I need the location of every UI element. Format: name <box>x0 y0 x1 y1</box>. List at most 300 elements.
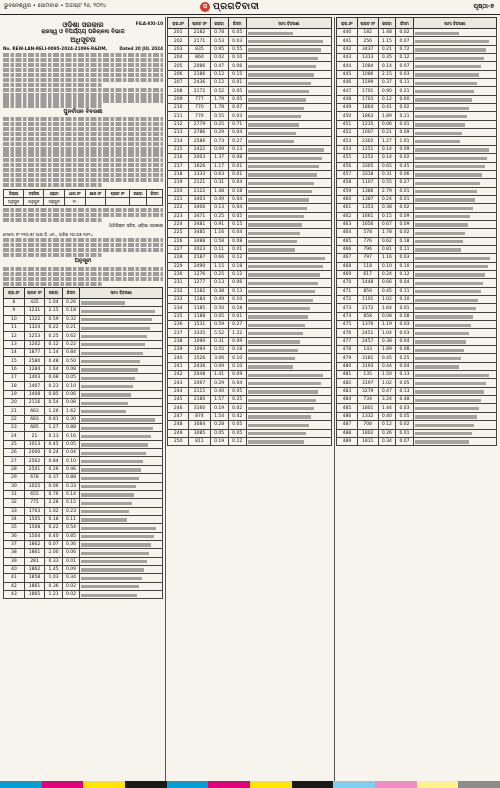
table-cell: 213 <box>168 129 189 137</box>
table-cell: 1084 <box>357 62 378 70</box>
table-cell: 1253 <box>24 332 45 340</box>
table-cell: 1626 <box>189 162 210 170</box>
table-cell: 3197 <box>357 379 378 387</box>
table-cell: 0.04 <box>228 195 246 203</box>
table-cell: 0.45 <box>396 162 414 170</box>
table-cell: 225 <box>168 229 189 237</box>
table-cell: 488 <box>337 429 358 437</box>
table-cell: 2.79 <box>378 187 396 195</box>
table-cell: 468 <box>337 262 358 270</box>
schedule-header-cell: ସୀମା ବିବରଣୀ <box>80 287 163 298</box>
table-cell: 456 <box>337 162 358 170</box>
table-row <box>4 449 163 457</box>
table-row <box>4 323 163 331</box>
table-cell: 452 <box>337 129 358 137</box>
table-cell: 0.14 <box>62 490 79 498</box>
table-cell: 0.02 <box>210 54 228 62</box>
table-row <box>337 95 497 103</box>
table-cell: 0.06 <box>396 170 414 178</box>
table-cell: 0.05 <box>228 95 246 103</box>
table-row <box>337 296 497 304</box>
table-cell: 27 <box>4 457 25 465</box>
table-cell: 17 <box>4 374 25 382</box>
table-row <box>4 499 163 507</box>
table-cell: 3471 <box>189 212 210 220</box>
table-cell: 0.13 <box>228 145 246 153</box>
table-cell: 0.81 <box>378 245 396 253</box>
table-row <box>4 415 163 423</box>
boundary-description-cell <box>413 387 496 395</box>
table-cell: 797 <box>357 254 378 262</box>
table-cell: 0.09 <box>396 212 414 220</box>
table-cell: 34 <box>4 515 25 523</box>
table-cell: 0.31 <box>210 179 228 187</box>
table-row <box>168 137 332 145</box>
boundary-description-cell <box>80 482 163 490</box>
table-cell: 0.12 <box>228 437 246 445</box>
boundary-description-cell <box>80 315 163 323</box>
boundary-description-cell <box>80 465 163 473</box>
schedule-header-cell: ସୀମା ବିବରଣୀ <box>413 18 496 29</box>
table-cell: 450 <box>337 112 358 120</box>
table-row <box>4 332 163 340</box>
table-cell: 1.26 <box>45 407 62 415</box>
table-cell: 1448 <box>357 279 378 287</box>
table-cell: 234 <box>168 304 189 312</box>
table-cell: 0.01 <box>228 162 246 170</box>
table-cell: 3279 <box>357 387 378 395</box>
table-cell: 1.78 <box>210 104 228 112</box>
table-cell: 1661 <box>357 212 378 220</box>
table-cell: 0.12 <box>378 421 396 429</box>
table-cell: 0.10 <box>228 54 246 62</box>
table-cell: 2116 <box>24 399 45 407</box>
table-cell: 0.12 <box>45 340 62 348</box>
table-cell: 0.21 <box>378 45 396 53</box>
table-row <box>337 329 497 337</box>
table-cell: 2048 <box>189 371 210 379</box>
table-cell: 0.84 <box>62 349 79 357</box>
table-row <box>168 145 332 153</box>
table-cell: 1.01 <box>396 137 414 145</box>
table-cell: 0.15 <box>62 499 79 507</box>
boundary-description-cell <box>413 254 496 262</box>
table-cell: 0.55 <box>228 45 246 53</box>
table-cell: 770 <box>189 104 210 112</box>
table-row <box>168 279 332 287</box>
table-cell: 232 <box>168 287 189 295</box>
table-cell: 0.02 <box>396 204 414 212</box>
table-cell: 1252 <box>357 154 378 162</box>
table-cell: 2023 <box>189 245 210 253</box>
table-cell: 0.40 <box>210 387 228 395</box>
table-cell: 214 <box>168 137 189 145</box>
boundary-description-cell <box>246 87 331 95</box>
table-row <box>337 371 497 379</box>
table-cell: 239 <box>168 346 189 354</box>
table-cell: 0.59 <box>210 321 228 329</box>
table-row <box>168 29 332 37</box>
schedule-header-cell: ପ୍ଲଟ ନଂ <box>24 287 45 298</box>
table-cell: 1322 <box>24 315 45 323</box>
table-row <box>337 45 497 53</box>
notice-table-cell: ଅନୁଗୁଳ <box>4 198 24 206</box>
table-cell: 776 <box>357 237 378 245</box>
table-row <box>4 340 163 348</box>
table-cell: 10 <box>4 315 25 323</box>
table-cell: 218 <box>168 170 189 178</box>
table-cell: 240 <box>168 354 189 362</box>
table-cell: 216 <box>168 154 189 162</box>
table-cell: 0.36 <box>62 540 79 548</box>
table-cell: 0.66 <box>378 279 396 287</box>
boundary-description-cell <box>246 162 331 170</box>
table-row <box>4 440 163 448</box>
table-cell: 0.11 <box>396 112 414 120</box>
table-cell: 1.89 <box>378 346 396 354</box>
table-row <box>337 362 497 370</box>
boundary-description-cell <box>413 170 496 178</box>
table-cell: 0.05 <box>62 440 79 448</box>
table-cell: 223 <box>168 212 189 220</box>
table-cell: 0.07 <box>396 62 414 70</box>
table-cell: 1861 <box>24 549 45 557</box>
table-cell: 0.18 <box>62 307 79 315</box>
table-cell: 241 <box>168 362 189 370</box>
table-cell: 0.22 <box>45 524 62 532</box>
boundary-description-cell <box>246 29 331 37</box>
boundary-description-cell <box>413 120 496 128</box>
table-row <box>337 79 497 87</box>
table-cell: 0.53 <box>210 37 228 45</box>
table-cell: 217 <box>168 162 189 170</box>
table-row <box>168 337 332 345</box>
table-cell: 796 <box>357 245 378 253</box>
table-cell: 466 <box>337 245 358 253</box>
table-cell: 2121 <box>189 179 210 187</box>
table-cell: 0.50 <box>62 357 79 365</box>
table-cell: 0.03 <box>228 112 246 120</box>
table-cell: 208 <box>168 87 189 95</box>
table-cell: 1.14 <box>45 349 62 357</box>
table-cell: 0.72 <box>396 45 414 53</box>
table-cell: 0.26 <box>45 465 62 473</box>
boundary-description-cell <box>246 129 331 137</box>
table-cell: 1.17 <box>210 162 228 170</box>
table-row <box>4 407 163 415</box>
table-cell: 0.01 <box>396 187 414 195</box>
table-cell: 0.29 <box>210 379 228 387</box>
table-cell: 462 <box>337 212 358 220</box>
table-cell: 0.25 <box>210 270 228 278</box>
table-cell: 0.78 <box>210 29 228 37</box>
table-cell: 1.48 <box>210 187 228 195</box>
table-row <box>337 312 497 320</box>
table-cell: 0.18 <box>228 346 246 354</box>
table-cell: 20 <box>4 399 25 407</box>
boundary-description-cell <box>413 195 496 203</box>
table-cell: 247 <box>168 412 189 420</box>
notice-table-header: ଥାନା ନଂ <box>64 190 85 198</box>
table-row <box>168 87 332 95</box>
table-row <box>168 296 332 304</box>
masthead <box>0 0 500 15</box>
table-row <box>4 432 163 440</box>
boundary-description-cell <box>246 379 331 387</box>
table-cell: 3085 <box>189 429 210 437</box>
table-cell: 3193 <box>357 362 378 370</box>
boundary-description-cell <box>246 70 331 78</box>
table-cell: 0.04 <box>62 449 79 457</box>
table-cell: 0.60 <box>396 95 414 103</box>
table-row <box>4 374 163 382</box>
table-row <box>337 396 497 404</box>
table-row <box>168 329 332 337</box>
table-cell: 489 <box>337 437 358 445</box>
boundary-description-cell <box>246 404 331 412</box>
table-cell: 2586 <box>189 137 210 145</box>
table-cell: 478 <box>337 346 358 354</box>
boundary-description-cell <box>413 54 496 62</box>
table-cell: 237 <box>168 329 189 337</box>
table-cell: 1.27 <box>45 424 62 432</box>
table-cell: 1086 <box>357 70 378 78</box>
boundary-description-cell <box>413 229 496 237</box>
table-cell: 0.12 <box>228 270 246 278</box>
table-cell: 1.15 <box>210 262 228 270</box>
table-cell: 207 <box>168 79 189 87</box>
notice-ref-code: FILA-XXI-10 <box>135 21 163 26</box>
table-cell: 1202 <box>24 340 45 348</box>
table-cell: 3403 <box>189 195 210 203</box>
table-row <box>4 307 163 315</box>
schedule-title: ଅନୁସୂଚୀ <box>74 258 92 265</box>
table-cell: 0.09 <box>210 362 228 370</box>
color-swatch <box>333 781 375 788</box>
table-cell: 685 <box>24 424 45 432</box>
boundary-description-cell <box>246 262 331 270</box>
table-cell: 202 <box>168 37 189 45</box>
table-cell: 1376 <box>357 321 378 329</box>
table-cell: 0.25 <box>210 212 228 220</box>
table-cell: 0.88 <box>62 424 79 432</box>
table-cell: 578 <box>357 229 378 237</box>
boundary-description-cell <box>413 337 496 345</box>
table-cell: 2182 <box>189 29 210 37</box>
table-cell: 0.38 <box>378 204 396 212</box>
table-cell: 220 <box>168 187 189 195</box>
boundary-description-cell <box>80 457 163 465</box>
table-cell: 1107 <box>357 179 378 187</box>
table-cell: 0.12 <box>378 95 396 103</box>
table-cell: 3481 <box>189 220 210 228</box>
table-cell: 1877 <box>24 349 45 357</box>
color-swatch <box>125 781 167 788</box>
boundary-description-cell <box>246 120 331 128</box>
table-row <box>168 354 332 362</box>
table-cell: 2122 <box>189 187 210 195</box>
table-cell: 0.11 <box>396 245 414 253</box>
table-cell: 0.25 <box>45 332 62 340</box>
boundary-description-cell <box>80 524 163 532</box>
table-cell: 229 <box>168 262 189 270</box>
table-cell: 0.24 <box>378 270 396 278</box>
table-cell: 1276 <box>189 270 210 278</box>
boundary-description-cell <box>413 104 496 112</box>
color-swatch <box>417 781 459 788</box>
boundary-description-cell <box>413 262 496 270</box>
table-cell: 0.26 <box>62 298 79 306</box>
boundary-description-cell <box>246 312 331 320</box>
table-cell: 250 <box>168 437 189 445</box>
notice-government: ଓଡ଼ିଶା ସରକାର <box>62 20 104 29</box>
table-cell: 473 <box>337 304 358 312</box>
boundary-description-cell <box>246 154 331 162</box>
table-row <box>337 237 497 245</box>
table-cell: 0.09 <box>396 145 414 153</box>
table-cell: 0.42 <box>228 412 246 420</box>
page-number: ପୃଷ୍ଠା-୭ <box>473 3 494 10</box>
table-cell: 0.07 <box>228 104 246 112</box>
table-cell: 441 <box>337 37 358 45</box>
boundary-description-cell <box>80 390 163 398</box>
boundary-description-cell <box>246 296 331 304</box>
table-cell: 0.12 <box>396 270 414 278</box>
schedule-header-cell: ସୀମା ବିବରଣୀ <box>246 18 331 29</box>
table-row <box>168 379 332 387</box>
table-cell: 0.40 <box>378 412 396 420</box>
table-cell: 0.12 <box>210 79 228 87</box>
table-cell: 0.48 <box>396 396 414 404</box>
table-cell: 0.13 <box>396 371 414 379</box>
boundary-description-cell <box>413 95 496 103</box>
table-cell: 0.27 <box>228 321 246 329</box>
table-cell: 39 <box>4 557 25 565</box>
table-cell: 0.09 <box>62 565 79 573</box>
table-cell: 35 <box>4 524 25 532</box>
table-cell: 182 <box>357 29 378 37</box>
table-row <box>168 312 332 320</box>
table-cell: 0.18 <box>45 515 62 523</box>
land-schedule-table <box>336 17 497 446</box>
table-cell: 0.23 <box>45 382 62 390</box>
table-row <box>168 187 332 195</box>
color-swatch <box>292 781 334 788</box>
table-cell: 0.12 <box>228 254 246 262</box>
table-cell: 0.09 <box>228 371 246 379</box>
boundary-description-cell <box>246 79 331 87</box>
table-row <box>168 95 332 103</box>
boundary-description-cell <box>246 396 331 404</box>
table-cell: 32 <box>4 499 25 507</box>
table-cell: 0.37 <box>45 474 62 482</box>
table-row <box>4 532 163 540</box>
table-cell: 1811 <box>357 437 378 445</box>
boundary-description-cell <box>246 254 331 262</box>
boundary-description-cell <box>246 329 331 337</box>
table-cell: 3318 <box>357 170 378 178</box>
boundary-description-cell <box>80 557 163 565</box>
boundary-description-cell <box>413 279 496 287</box>
table-cell: 1.50 <box>378 371 396 379</box>
table-row <box>337 29 497 37</box>
table-cell: 1.48 <box>378 29 396 37</box>
table-cell: 2172 <box>189 87 210 95</box>
boundary-description-cell <box>80 307 163 315</box>
boundary-description-cell <box>246 104 331 112</box>
table-cell: 0.15 <box>228 70 246 78</box>
table-cell: 212 <box>168 120 189 128</box>
table-cell: 0.11 <box>62 515 79 523</box>
notice-table-cell <box>147 198 163 206</box>
table-cell: 0.71 <box>228 120 246 128</box>
table-row <box>4 382 163 390</box>
table-cell: 235 <box>168 312 189 320</box>
table-cell: 0.04 <box>396 279 414 287</box>
column-1 <box>3 17 163 781</box>
table-cell: 1013 <box>24 440 45 448</box>
boundary-description-cell <box>80 424 163 432</box>
table-cell: 458 <box>337 179 358 187</box>
boundary-description-cell <box>80 565 163 573</box>
table-row <box>337 437 497 445</box>
boundary-description-cell <box>246 112 331 120</box>
table-row <box>4 390 163 398</box>
boundary-description-cell <box>246 187 331 195</box>
boundary-description-cell <box>246 179 331 187</box>
boundary-description-cell <box>413 187 496 195</box>
table-row <box>168 270 332 278</box>
table-cell: 2302 <box>357 137 378 145</box>
table-cell: 1.15 <box>378 37 396 45</box>
table-cell: 1.64 <box>378 304 396 312</box>
table-cell: 1025 <box>24 482 45 490</box>
table-cell: 435 <box>24 298 45 306</box>
table-row <box>337 429 497 437</box>
table-row <box>4 557 163 565</box>
boundary-description-cell <box>246 95 331 103</box>
table-cell: 440 <box>337 29 358 37</box>
notice-table-header: ରକବା <box>129 190 146 198</box>
table-cell: 118 <box>357 262 378 270</box>
table-cell: 1703 <box>24 507 45 515</box>
table-cell: 1.57 <box>210 396 228 404</box>
boundary-description-cell <box>413 270 496 278</box>
boundary-description-cell <box>413 371 496 379</box>
table-row <box>168 387 332 395</box>
boundary-description-cell <box>246 304 331 312</box>
table-cell: 0.16 <box>62 432 79 440</box>
table-row <box>337 37 497 45</box>
notice-number: No. REW-LAN-RELI-0095-2024-21096-R&DM, <box>3 45 108 51</box>
table-cell: 858 <box>357 312 378 320</box>
table-cell: 2436 <box>189 79 210 87</box>
boundary-description-cell <box>80 365 163 373</box>
table-cell: 22 <box>4 415 25 423</box>
table-row <box>337 387 497 395</box>
boundary-description-cell <box>80 399 163 407</box>
table-cell: 678 <box>24 474 45 482</box>
notice-table-cell <box>106 198 130 206</box>
table-cell: 479 <box>337 354 358 362</box>
table-row <box>4 365 163 373</box>
notice-table-cell <box>85 198 106 206</box>
table-cell: 0.05 <box>210 429 228 437</box>
table-cell: 2172 <box>357 304 378 312</box>
table-cell: 0.26 <box>378 429 396 437</box>
table-cell: 1.02 <box>378 296 396 304</box>
table-cell: 1.44 <box>378 404 396 412</box>
